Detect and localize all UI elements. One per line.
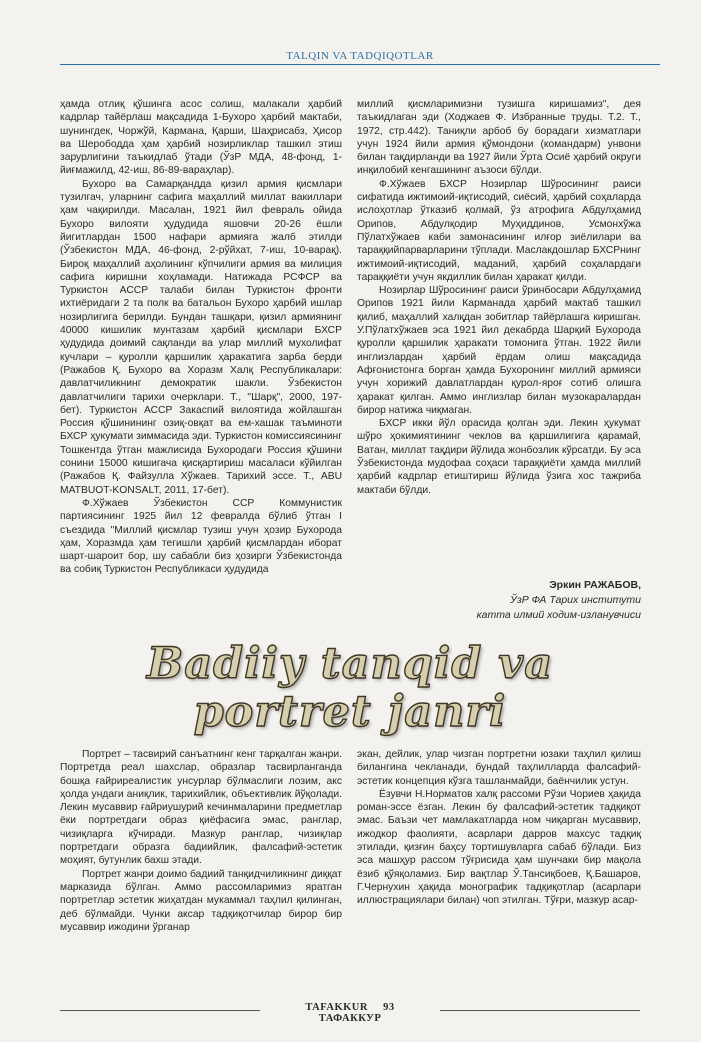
paragraph: БХСР икки йўл орасида қолган эди. Лекин ҳукумат шўро ҳокимиятининг чеклов ва қаршилигига қарамай, Ватан, миллат тақдири йўлида жонбозлик кўрсатди. Бу эса Ўзбекистонда мудофаа соҳаси тараққиёти ҳамда миллий ҳарбий кадрлар етиштириш йўлида ўзига хос тажриба мактаби бўлди. bbox=[357, 418, 641, 496]
section-title: TALQIN VA TADQIQOTLAR bbox=[286, 50, 434, 62]
paragraph: Ёзувчи Н.Норматов халқ рассоми Рўзи Чориев ҳақида роман-эссе ёзган. Лекин бу фалсафий-эстетик тадқиқот эмас. Баъзи чет мамлакатларда ном чиқарган мусаввир, ижодкор фаолияти, асарлари дарров махсус тадқиқ этилади, қизғин баҳсу тортишувларга сабаб бўлади. Биз эса машҳур рассом тўғрисида ҳам шунчаки бир мақола ёзиб қўяқоламиз. Бир вақтлар Ў.Тансиқбоев, Қ.Башаров, Г.Чернухин ҳақида монографик тадқиқотлар (асарлари иллюстрациялари билан) чоп этилган. Тўғри, мазкур асар- bbox=[357, 788, 641, 907]
article2-right-column bbox=[357, 748, 641, 908]
article1-left-column bbox=[60, 98, 342, 577]
author-name: Эркин РАЖАБОВ, bbox=[549, 579, 641, 591]
footer-journal-latin: TAFAKKUR bbox=[305, 1002, 368, 1013]
article-title-line2: portret janri bbox=[193, 687, 507, 737]
paragraph: миллий қисмларимизни тузишга киришамиз", дея таъкидлаган эди (Ходжаев Ф. Избранные труды. Т.2. Т., 1972, стр.442). Таниқли арбоб бу борадаги хизматлари учун 1924 йили армия қўмондони (командарм) унвони билан тақдирланди ва 1927 йили Ўрта Осиё ҳарбий округи инқилобий кенгашининг аъзоси бўлди. bbox=[357, 99, 641, 177]
page-number: 93 bbox=[383, 1002, 395, 1013]
paragraph: экан, дейлик, улар чизган портретни юзаки таҳлил қилиш билангина чекланади, бундай таҳлилларда фалсафий-эстетик концепция кўзга ташланмайди, баёнчилик устун. bbox=[357, 749, 641, 787]
paragraph: Портрет жанри доимо бадиий танқидчиликнинг диққат марказида бўлган. Аммо рассомларимиз яратган портретлар эстетик жиҳатдан мукаммал таҳлил қилинган, деб бўлмайди. Чунки аксар тадқиқотчилар бирор бир мусаввир ижодини ўрганар bbox=[60, 868, 342, 933]
article-title-line1: Badiiy tanqid va bbox=[146, 639, 554, 689]
author-position: ЎзР ФА Тарих институти bbox=[510, 594, 641, 606]
article2-left-column bbox=[60, 748, 342, 934]
paragraph: Бухоро ва Самарқандда қизил армия қисмлари тузилгач, уларнинг сафига маҳаллий миллат вакиллари ҳам чақирилди. Масалан, 1921 йил февраль ойида Бухоро вилояти ҳудудида яшовчи 20-26 ёшли йигитлардан 1500 нафари армияга жалб этилди (Ўзбекистон МДА, 46-фонд, 2-рўйхат, 7-иш, 10-варақ). Бироқ маҳаллий аҳолининг кўпчилиги армия ва милиция сафига киришни хоҳламади. Натижада РСФСР ва Туркистон АССР талаби билан Туркистон фронти ихтиёридаги 2 та полк ва батальон Бухоро ҳарбий ишлар нозирлигига берилди. Бундан ташқари, қизил армиянинг 40000 кишилик мунтазам ҳарбий қисмлари БХСР ҳудудида доимий сақланди ва улар миллий мухолифат кучлари – қуролли қаршилик ҳаракатига зарба берди (Ражабов Қ. Бухоро ва Хоразм Халқ Республикалари: давлатчиликнинг демократик шакли. Ўзбекистон давлатчилиги тарихи очерклари. Т., "Шарқ", 2000, 197-бет). Туркистон АССР Закаспий вилоятида жойлашган Россия қўшинининг озиқ-овқат ва ем-хашак таъминоти БХСР ҳукумати зиммасида эди. Туркистон комиссиясининг Тошкентда ўтган мажлисида Бухородаги Россия қўшини сонини 15000 кишигача қисқартириш масаласи кўйилган (Ражабов Қ. Файзулла Хўжаев. Тарихий эссе. Т., ABU MATBUOT-KONSALT, 2011, 17-бет). bbox=[60, 178, 342, 496]
page-footer bbox=[60, 1002, 640, 1024]
paragraph: Ф.Хўжаев Ўзбекистон ССР Коммунистик партиясининг 1925 йил 12 февралда бўлиб ўтган I съездида "Миллий қисмлар тузиш учун ҳозир Бухорода ҳам, Хоразмда ҳам тегишли ҳарбий қисмлардан иборат шарт-шароит бор, шу сабабли биз ҳозирги Ўзбекистонда ва собиқ Туркистон Республикаси ҳудудида bbox=[60, 497, 342, 576]
paragraph: Портрет – тасвирий санъатнинг кенг тарқалган жанри. Портретда реал шахслар, образлар тасвирланганда бошқа ғайриреалистик унсурлар бўлмаслиги лозим, акс ҳолда ундаги аниқлик, тарихийлик, объективлик йўқолади. Лекин мусаввир ғайриушурий кечинмаларини предметлар ёки портретдаги образ қиёфасига эмас, ранглар, чизиқларга кўчиради. Мазкур ранглар, чизиқлар портретдаги образга бадиийлик, фалсафий-эстетик моҳият, бутунлик бахш этади. bbox=[60, 749, 342, 867]
paragraph: Нозирлар Шўросининг раиси ўринбосари Абдулҳамид Орипов 1921 йили Карманада ҳарбий мактаб ташкил қилиб, маҳаллий халқдан зобитлар тайёрлашга киришган. У.Пўлатхўжаев эса 1921 йил декабрда Шарқий Бухорода қуролли қаршилик ҳаракати томонига ўтган. 1922 йили инглизлардан ҳарбий ёрдам олиш мақсадида Афғонистонга борган ҳамда Бухоронинг миллий армияси учун хорижий давлатлардан қурол-яроғ сотиб олишга ҳаракат қилган. Аммо инглизлар билан музокаралардан бирор натижа чиқмаган. bbox=[357, 285, 641, 416]
paragraph: Ф.Хўжаев БХСР Нозирлар Шўросининг раиси сифатида ижтимоий-иқтисодий, сиёсий, ҳарбий соҳаларда ислоҳотлар ўтказиб қолмай, ўз атрофига Абдулҳамид Орипов, Абдулқодир Муҳиддинов, Усмонхўжа Пўлатхўжаев каби замонасининг илғор зиёлилари ва тараққийпарварларини тўплади. Маслакдошлар БХСРнинг ижтимоий-иқтисодий, маданий, ҳарбий соҳалардаги тараққиёти учун якдиллик билан ҳаракат қилди. bbox=[357, 178, 641, 283]
article1-right-column bbox=[357, 98, 641, 497]
author-signature bbox=[361, 578, 641, 623]
header-rule bbox=[60, 64, 660, 65]
footer-text bbox=[265, 1002, 435, 1024]
running-header bbox=[60, 50, 660, 62]
footer-rule bbox=[440, 1010, 640, 1011]
footer-journal-cyrillic: ТАФАККУР bbox=[318, 1013, 382, 1024]
footer-rule bbox=[60, 1010, 260, 1011]
paragraph: ҳамда отлиқ қўшинга асос солиш, малакали ҳарбий кадрлар тайёрлаш мақсадида 1-Бухоро ҳарбий мактаби, шунингдек, Чоржўй, Кармана, Қарши, Шаҳрисабз, Ҳисор ва Шерободда ҳам ҳарбий нозирликлар ташкил этиш зарурлигини таъкидлаб ўтади (ЎзР МДА, 48-фонд, 1-йиғмажилд, 42-иш, 86-89-вараҳлар). bbox=[60, 99, 342, 177]
author-position: катта илмий ходим-изланувчиси bbox=[476, 609, 641, 621]
